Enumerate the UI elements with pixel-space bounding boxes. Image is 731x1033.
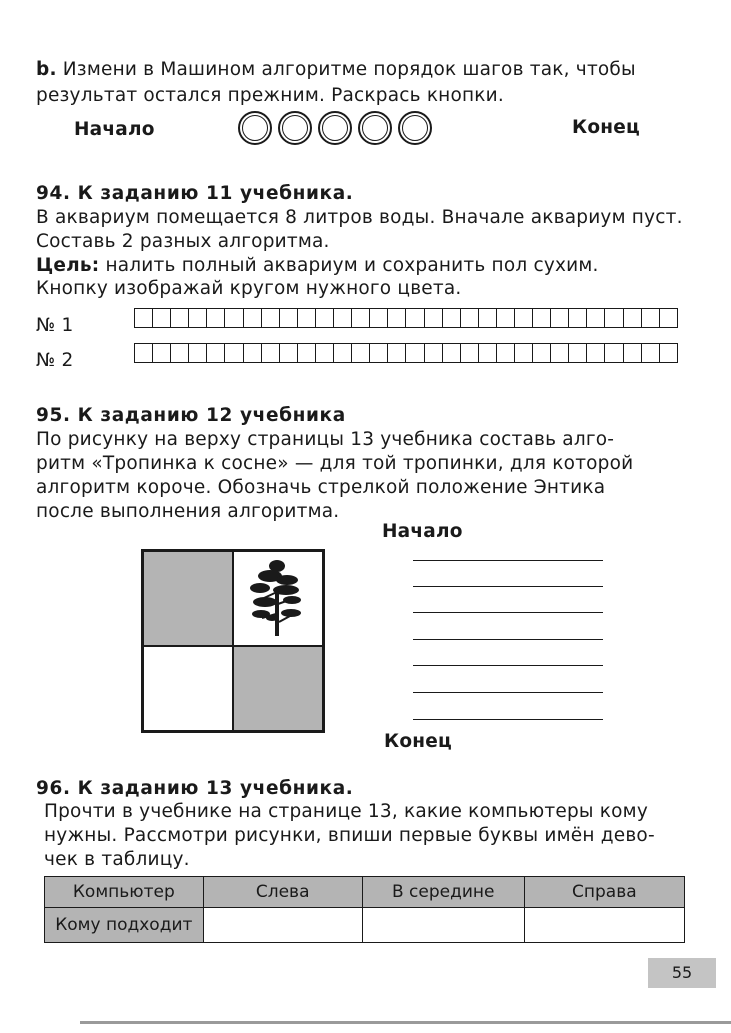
answer-line-2[interactable]: [413, 586, 603, 587]
table-header-cell: Справа: [524, 877, 684, 908]
bottom-divider: [80, 1021, 731, 1024]
task-b-line1-text: Измени в Машином алгоритме порядок шагов так, чтобы: [62, 59, 636, 80]
task94-heading: 94. К заданию 11 учебника.: [36, 183, 354, 204]
task94-goal-label: Цель:: [36, 255, 100, 276]
page-number: 55: [648, 958, 716, 988]
table-row-label: Кому подходит: [45, 908, 204, 943]
grid-cell-top-left: [143, 551, 233, 646]
task-b-end-label: Конец: [572, 117, 640, 138]
answer-line-3[interactable]: [413, 612, 603, 613]
task95-line4: после выполнения алгоритма.: [36, 501, 340, 522]
answer-line-1[interactable]: [413, 560, 603, 561]
task94-line2: Составь 2 разных алгоритма.: [36, 231, 330, 252]
task94-line1: В аквариум помещается 8 литров воды. Вначале аквариум пуст.: [36, 207, 683, 228]
row1-label: № 1: [36, 315, 74, 336]
task-b-start-label: Начало: [74, 119, 155, 140]
answer-line-4[interactable]: [413, 639, 603, 640]
table-answer-cell-middle[interactable]: [362, 908, 524, 943]
row2-label: № 2: [36, 350, 74, 371]
circle-button-4[interactable]: [358, 111, 392, 145]
cell-strip-2[interactable]: [134, 343, 678, 363]
grid-cell-bottom-right: [233, 646, 323, 731]
task94-goal: [36, 254, 599, 278]
table-answer-cell-right[interactable]: [524, 908, 684, 943]
task-b-label: b.: [36, 59, 57, 80]
computers-table: [44, 876, 685, 943]
circle-button-5[interactable]: [398, 111, 432, 145]
task95-line2: ритм «Тропинка к сосне» — для той тропинки, для которой: [36, 453, 634, 474]
circle-button-2[interactable]: [278, 111, 312, 145]
task95-line1: По рисунку на верху страницы 13 учебника составь алго-: [36, 429, 615, 450]
task95-heading: 95. К заданию 12 учебника: [36, 405, 346, 426]
task96-line1: Прочти в учебнике на странице 13, какие компьютеры кому: [44, 801, 648, 822]
task-b-line1: [36, 58, 636, 82]
button-circles: [238, 111, 432, 145]
answer-line-7[interactable]: [413, 719, 603, 720]
task95-start-label: Начало: [382, 521, 463, 542]
table-header-cell: Компьютер: [45, 877, 204, 908]
table-answer-cell-left[interactable]: [203, 908, 362, 943]
table-header-cell: В середине: [362, 877, 524, 908]
task96-line3: чек в таблицу.: [44, 849, 190, 870]
answer-line-6[interactable]: [413, 692, 603, 693]
grid-cell-top-right: [233, 551, 323, 646]
task96-heading: 96. К заданию 13 учебника.: [36, 778, 354, 799]
table-header-cell: Слева: [203, 877, 362, 908]
table-header-row: [45, 877, 685, 908]
task96-line2: нужны. Рассмотри рисунки, впиши первые буквы имён дево-: [44, 825, 655, 846]
path-grid-picture: [141, 549, 325, 733]
task95-line3: алгоритм короче. Обозначь стрелкой положение Энтика: [36, 477, 606, 498]
table-row: [45, 908, 685, 943]
task94-line4: Кнопку изображай кругом нужного цвета.: [36, 278, 462, 299]
answer-line-5[interactable]: [413, 665, 603, 666]
cell-strip-1[interactable]: [134, 308, 678, 328]
pine-tree-icon: [234, 552, 322, 645]
grid-cell-bottom-left: [143, 646, 233, 731]
task94-goal-text: налить полный аквариум и сохранить пол сухим.: [105, 255, 599, 276]
circle-button-1[interactable]: [238, 111, 272, 145]
task95-end-label: Конец: [384, 731, 452, 752]
task-b-line2: результат остался прежним. Раскрась кнопки.: [36, 85, 504, 106]
circle-button-3[interactable]: [318, 111, 352, 145]
